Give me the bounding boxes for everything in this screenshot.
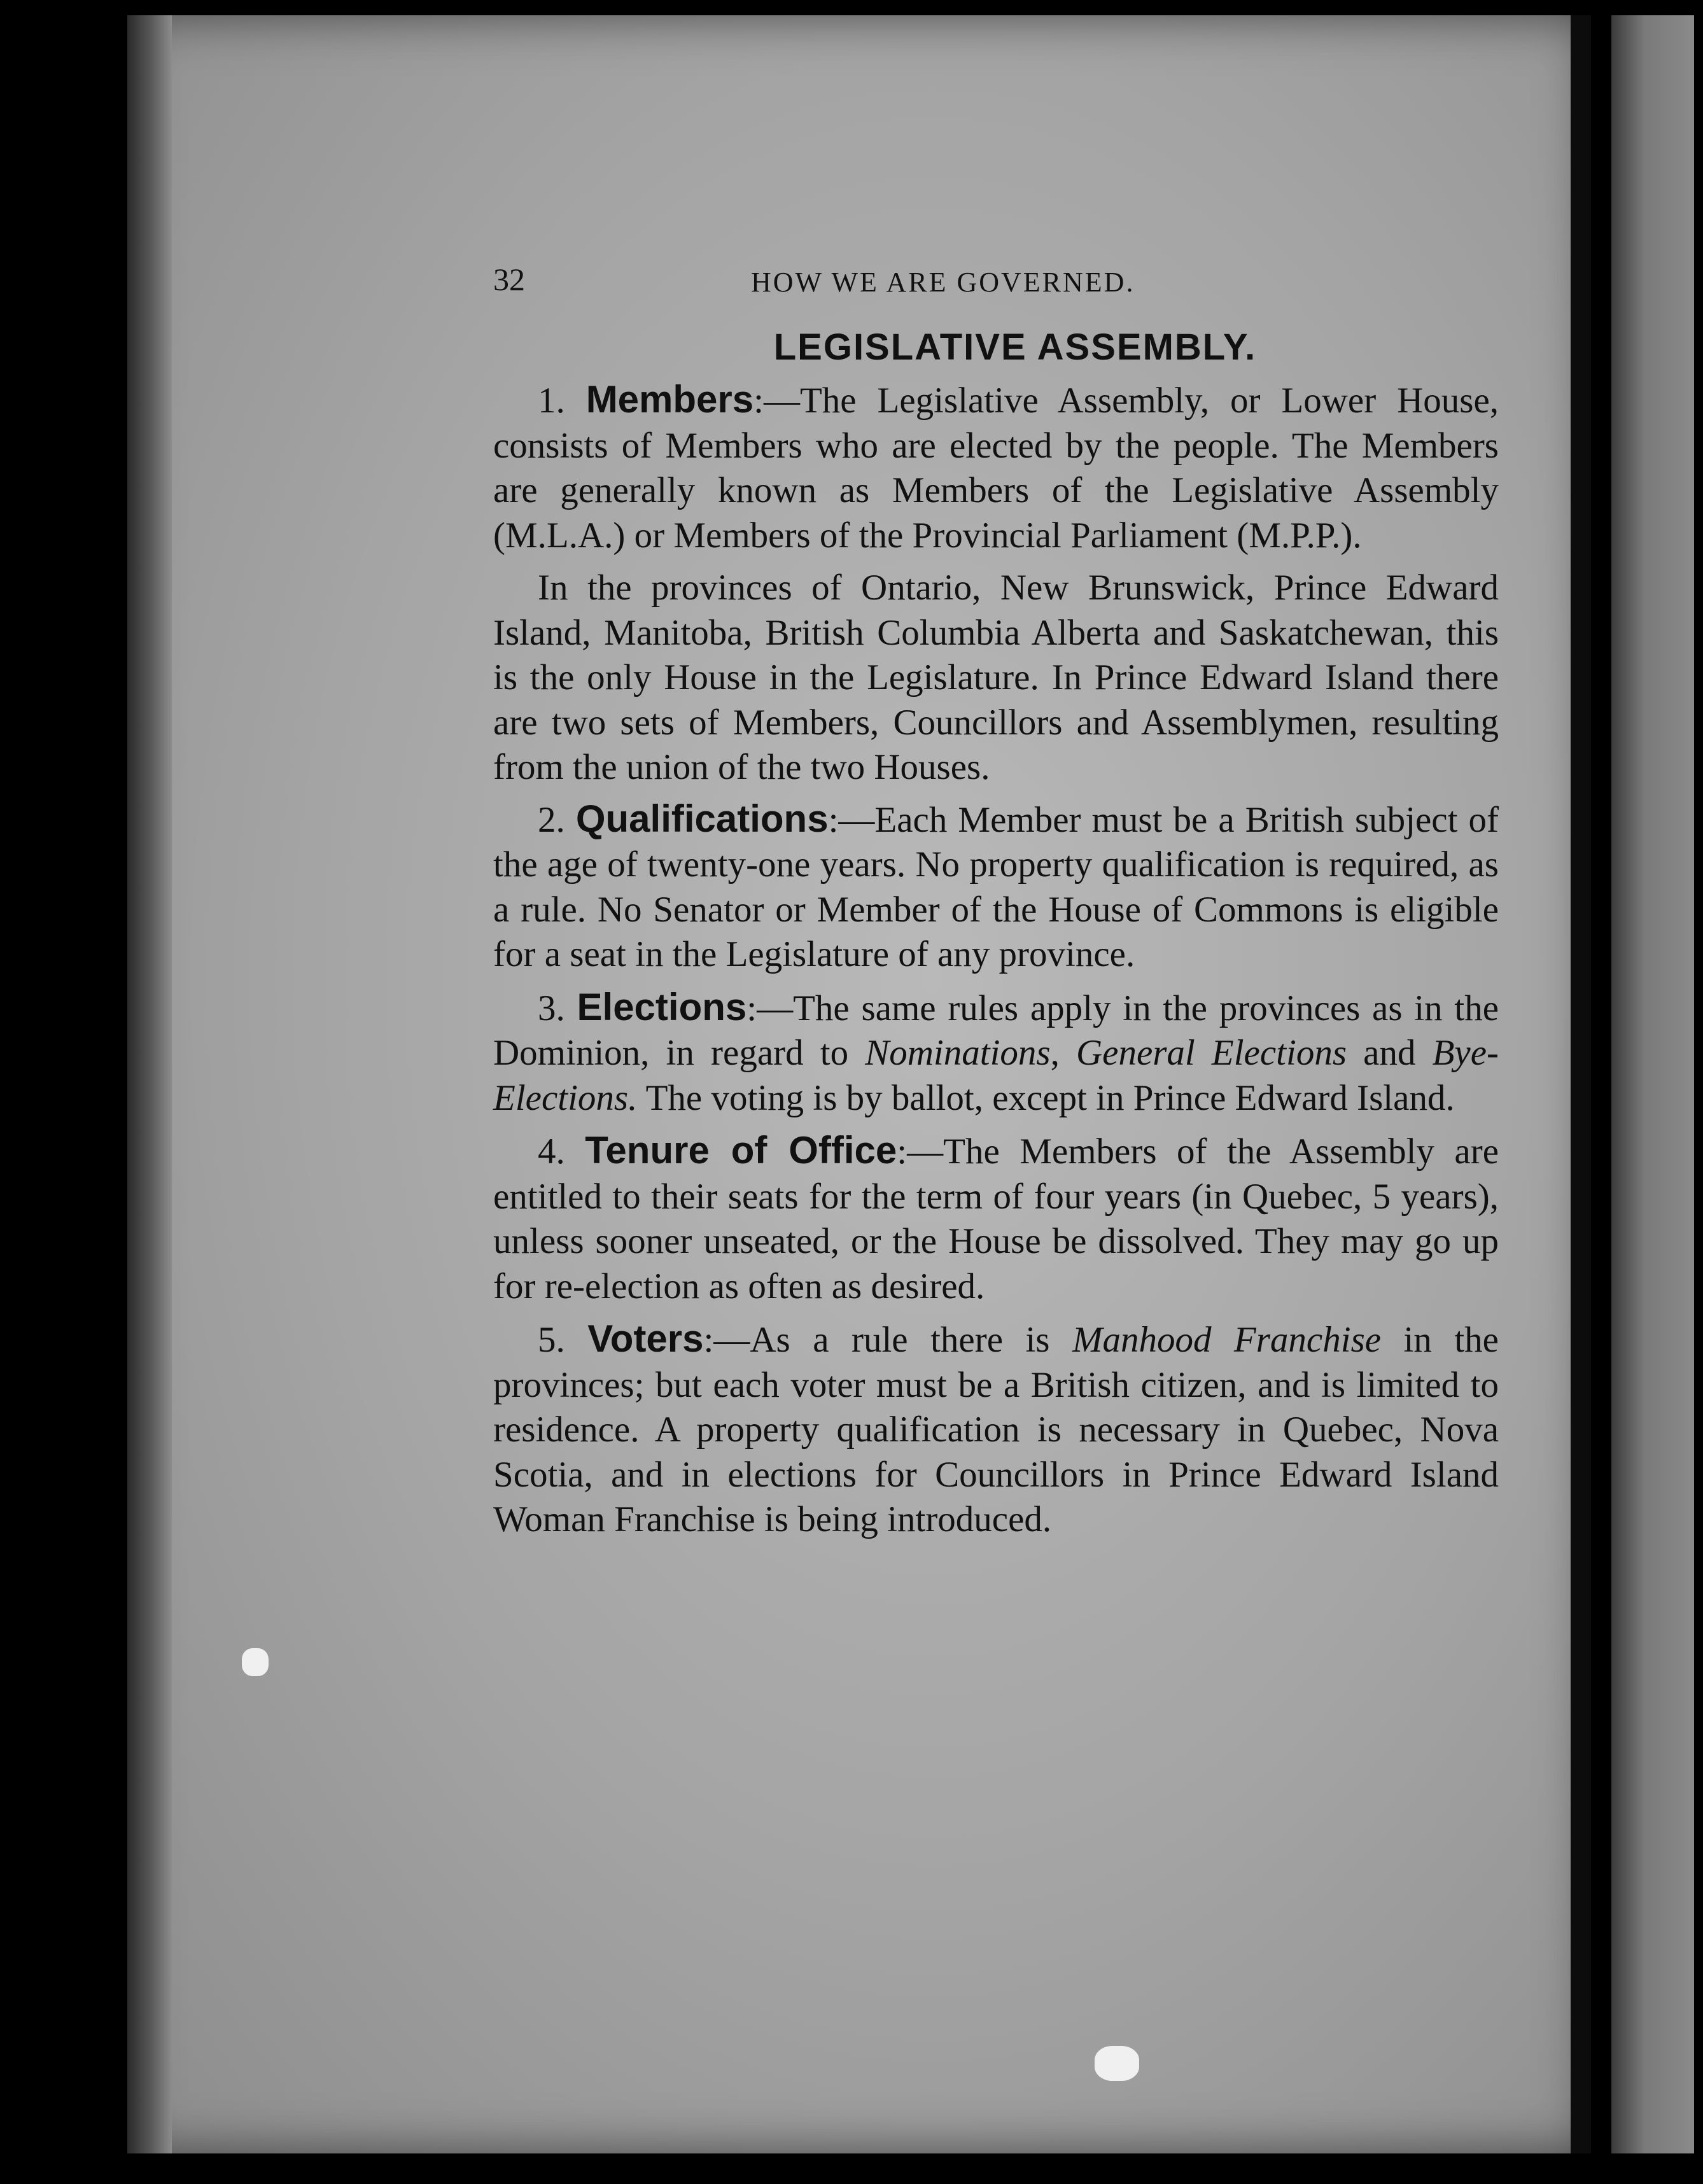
section-text: , [1050,1033,1076,1073]
section-text: The Members of the Assembly are entitled to their seats for the term of four years (in Quebec, 5 years), unless sooner unseated, or the House be dissolved. They may go up for re-election as often as desired. [493,1131,1499,1306]
section-text: The same rules apply in the provinces as in the Dominion, in regard to [493,988,1499,1073]
section-number: 1. [538,381,565,421]
page-edge [127,15,172,2153]
binding-gutter [1571,15,1591,2153]
section-text: in the provinces; but each voter must be a British citizen, and is limited to residence. A property qualification is necessary in Quebec, Nova Scotia, and in elections for Councillors in Prince Edward Island Woman Franchise is being introduced. [493,1320,1499,1539]
section-separator: :— [746,988,794,1028]
dust-speck [1095,2046,1139,2081]
section-heading: Voters [587,1317,704,1360]
section-number: 4. [538,1131,565,1172]
section-separator: :— [897,1131,944,1172]
section-heading: Tenure of Office [585,1129,897,1172]
section-text: The Legislative Assembly, or Lower House, consists of Members who are elected by the people. The Members are generally known as Members of the Legislative Assembly (M.L.A.) or Members of the Provincial Parliament (M.P.P.). [493,381,1499,556]
document-body [493,255,1499,1550]
paragraph-tenure [493,1128,1499,1309]
running-head [493,255,1499,305]
running-title: HOW WE ARE GOVERNED. [751,267,1135,298]
section-text: Each Member must be a British subject of the age of twenty-one years. No property qualification is required, as a rule. No Senator or Member of the House of Commons is eligible for a seat in the Legislature of any province. [493,799,1499,974]
paragraph-members [493,377,1499,558]
italic-term: Nominations [865,1033,1051,1073]
section-separator: :— [828,799,875,840]
adjacent-page-edge [1611,15,1694,2153]
section-title: LEGISLATIVE ASSEMBLY. [773,326,1257,368]
section-number: 3. [538,988,565,1028]
paragraph-elections [493,985,1499,1121]
section-text: The voting is by ballot, except in Prince Edward Island. [637,1077,1455,1118]
section-text: and [1347,1033,1433,1073]
italic-term: Manhood Franchise [1072,1320,1382,1360]
section-number: 2. [538,799,565,840]
section-heading: Members [585,378,754,421]
section-heading: Qualifications [575,797,829,840]
italic-term: Bye-Elections. [493,1033,1499,1118]
section-heading: Elections [577,985,747,1028]
paragraph-qualifications [493,797,1499,977]
paragraph-members-continuation: In the provinces of Ontario, New Brunswick, Prince Edward Island, Manitoba, British Columbia Alberta and Saskatchewan, this is the only House in the Legislature. In Prince Edward Island there are two sets of Members, Councillors and Assemblymen, resulting from the union of the two Houses. [493,568,1499,787]
paragraph-voters [493,1317,1499,1543]
section-text: As a rule there is [750,1320,1072,1360]
section-separator: :— [753,381,800,421]
dust-speck [242,1648,269,1676]
italic-term: General Elections [1076,1033,1347,1073]
section-number: 5. [538,1320,565,1360]
page-number: 32 [493,262,525,297]
section-separator: :— [703,1320,750,1360]
